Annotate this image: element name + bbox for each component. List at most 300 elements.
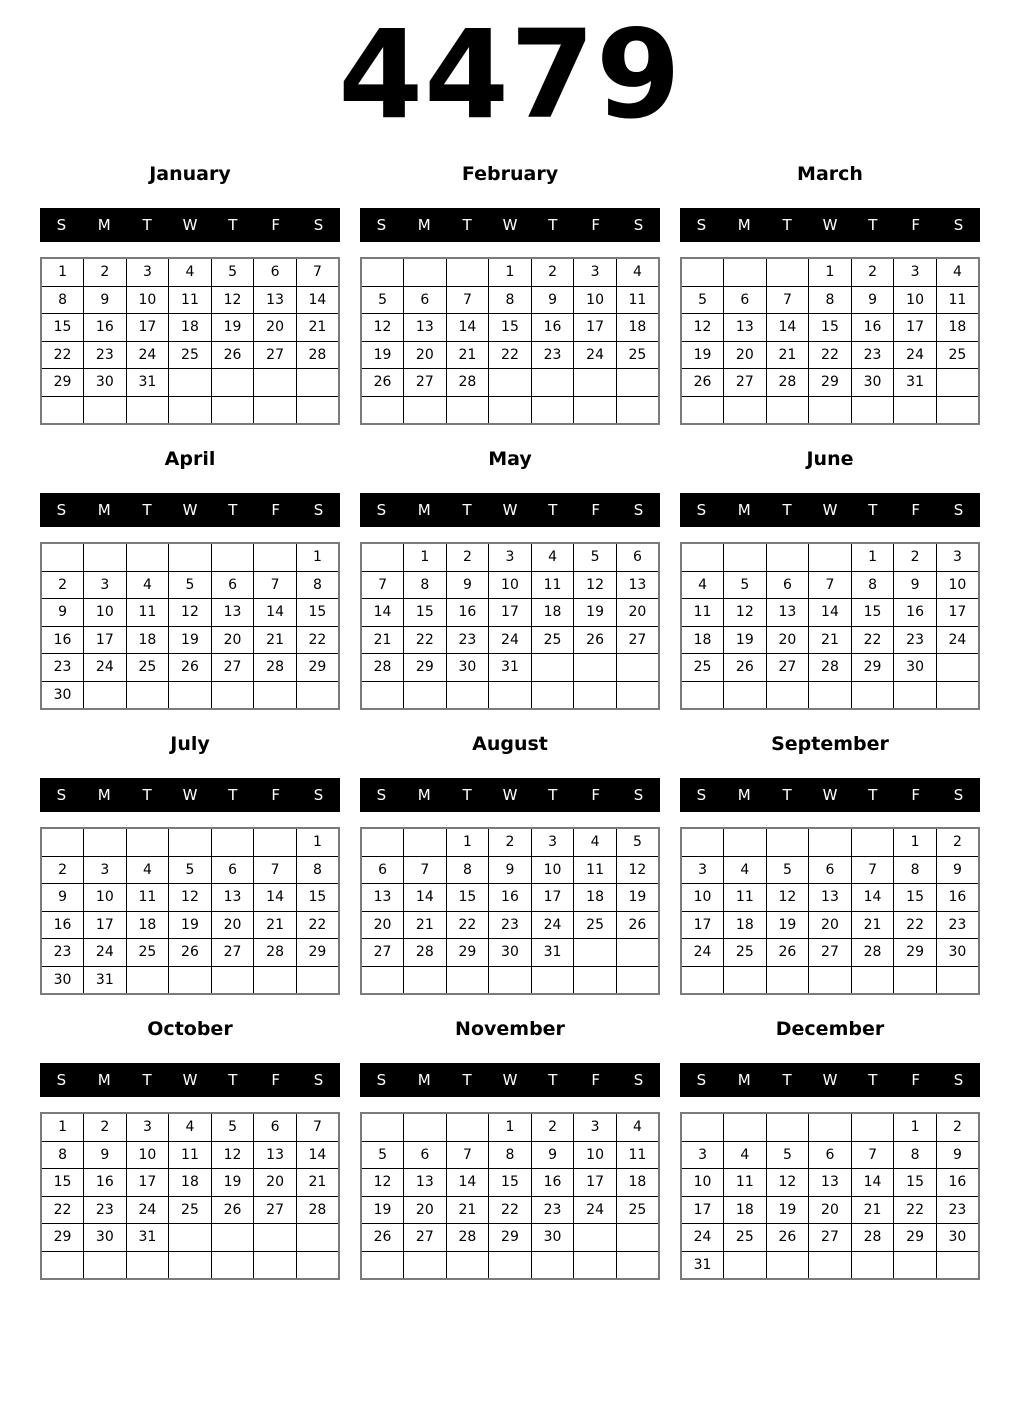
day-row bbox=[361, 681, 659, 709]
day-cell bbox=[84, 681, 127, 709]
month-name: November bbox=[455, 1018, 565, 1040]
weekday-header-cell: T bbox=[228, 1071, 238, 1089]
day-cell: 5 bbox=[361, 1141, 404, 1169]
day-cell: 20 bbox=[361, 911, 404, 939]
day-row bbox=[681, 314, 979, 342]
day-cell bbox=[169, 369, 212, 397]
day-cell: 19 bbox=[574, 599, 617, 627]
day-cell bbox=[489, 1251, 532, 1279]
weekday-header-cell: S bbox=[56, 1071, 67, 1089]
day-row bbox=[361, 654, 659, 682]
day-cell: 23 bbox=[84, 1196, 127, 1224]
day-cell: 1 bbox=[489, 1113, 532, 1141]
day-cell bbox=[616, 1251, 659, 1279]
day-row bbox=[41, 626, 339, 654]
day-cell: 3 bbox=[681, 856, 724, 884]
day-cell: 16 bbox=[851, 314, 894, 342]
day-cell: 30 bbox=[84, 369, 127, 397]
day-row bbox=[361, 314, 659, 342]
day-cell: 7 bbox=[446, 286, 489, 314]
day-cell: 2 bbox=[851, 258, 894, 286]
day-cell bbox=[169, 966, 212, 994]
day-cell: 1 bbox=[809, 258, 852, 286]
day-cell: 15 bbox=[894, 1169, 937, 1197]
day-cell: 23 bbox=[936, 911, 979, 939]
day-cell: 10 bbox=[84, 884, 127, 912]
day-cell bbox=[126, 396, 169, 424]
day-cell: 1 bbox=[894, 1113, 937, 1141]
day-cell bbox=[404, 828, 447, 856]
day-cell: 17 bbox=[84, 911, 127, 939]
day-cell: 22 bbox=[296, 626, 339, 654]
day-cell: 15 bbox=[296, 884, 339, 912]
day-row bbox=[361, 966, 659, 994]
weekday-header-row bbox=[680, 493, 980, 527]
weekday-header-row bbox=[360, 493, 660, 527]
day-cell: 20 bbox=[211, 911, 254, 939]
day-row bbox=[361, 939, 659, 967]
month-name: August bbox=[472, 733, 548, 755]
day-cell: 14 bbox=[809, 599, 852, 627]
day-cell bbox=[724, 828, 767, 856]
day-cell bbox=[41, 1251, 84, 1279]
day-cell: 9 bbox=[489, 856, 532, 884]
day-cell bbox=[254, 369, 297, 397]
day-cell: 12 bbox=[211, 286, 254, 314]
day-cell: 7 bbox=[809, 571, 852, 599]
day-cell: 1 bbox=[446, 828, 489, 856]
day-cell: 20 bbox=[211, 626, 254, 654]
day-cell: 18 bbox=[126, 911, 169, 939]
day-cell: 4 bbox=[724, 1141, 767, 1169]
day-row bbox=[361, 1224, 659, 1252]
day-cell bbox=[766, 396, 809, 424]
weekday-header-cell: F bbox=[271, 501, 281, 519]
day-cell: 1 bbox=[489, 258, 532, 286]
weekday-header-cell: T bbox=[228, 216, 238, 234]
weekday-header-cell: T bbox=[782, 1071, 792, 1089]
day-cell: 9 bbox=[894, 571, 937, 599]
day-cell: 24 bbox=[574, 1196, 617, 1224]
day-cell: 29 bbox=[809, 369, 852, 397]
day-cell: 22 bbox=[489, 1196, 532, 1224]
day-cell: 7 bbox=[851, 856, 894, 884]
day-cell: 23 bbox=[851, 341, 894, 369]
weekday-header-cell: F bbox=[911, 786, 921, 804]
weekday-header-cell: T bbox=[782, 786, 792, 804]
day-cell bbox=[211, 543, 254, 571]
day-cell bbox=[766, 543, 809, 571]
day-cell bbox=[531, 396, 574, 424]
weekday-header-cell: F bbox=[271, 1071, 281, 1089]
day-cell: 11 bbox=[724, 884, 767, 912]
day-cell: 29 bbox=[41, 1224, 84, 1252]
day-cell: 10 bbox=[531, 856, 574, 884]
weekday-header-cell: S bbox=[313, 216, 324, 234]
day-cell bbox=[254, 396, 297, 424]
day-cell bbox=[404, 258, 447, 286]
weekday-header-cell: F bbox=[911, 501, 921, 519]
day-row bbox=[361, 396, 659, 424]
day-row bbox=[681, 911, 979, 939]
day-grid bbox=[680, 827, 980, 995]
weekday-header-cell: S bbox=[376, 786, 387, 804]
day-row bbox=[41, 654, 339, 682]
day-cell: 27 bbox=[404, 369, 447, 397]
day-cell: 2 bbox=[84, 258, 127, 286]
month-block bbox=[360, 1018, 660, 1280]
day-cell bbox=[296, 369, 339, 397]
weekday-header-cell: S bbox=[376, 501, 387, 519]
weekday-header-cell: W bbox=[822, 1071, 838, 1089]
day-row bbox=[41, 396, 339, 424]
day-cell: 24 bbox=[489, 626, 532, 654]
day-cell bbox=[724, 1113, 767, 1141]
weekday-header-cell: M bbox=[417, 501, 431, 519]
day-cell: 28 bbox=[851, 939, 894, 967]
day-cell: 11 bbox=[169, 286, 212, 314]
day-cell: 8 bbox=[489, 1141, 532, 1169]
day-cell bbox=[446, 258, 489, 286]
day-cell: 17 bbox=[126, 314, 169, 342]
day-cell: 10 bbox=[126, 1141, 169, 1169]
weekday-header-cell: S bbox=[56, 216, 67, 234]
day-cell: 9 bbox=[936, 1141, 979, 1169]
day-cell: 17 bbox=[574, 314, 617, 342]
day-cell bbox=[84, 543, 127, 571]
day-cell bbox=[211, 966, 254, 994]
day-cell: 25 bbox=[616, 1196, 659, 1224]
weekday-header-cell: T bbox=[142, 1071, 152, 1089]
day-row bbox=[681, 856, 979, 884]
day-cell: 10 bbox=[574, 1141, 617, 1169]
day-cell: 23 bbox=[531, 341, 574, 369]
day-cell: 26 bbox=[211, 341, 254, 369]
day-cell bbox=[361, 1251, 404, 1279]
day-cell: 19 bbox=[211, 1169, 254, 1197]
day-cell: 21 bbox=[446, 1196, 489, 1224]
day-cell: 14 bbox=[254, 599, 297, 627]
day-row bbox=[681, 884, 979, 912]
day-cell: 9 bbox=[531, 286, 574, 314]
day-cell bbox=[254, 681, 297, 709]
day-cell: 22 bbox=[894, 911, 937, 939]
weekday-header-cell: F bbox=[911, 216, 921, 234]
day-cell: 29 bbox=[41, 369, 84, 397]
day-cell bbox=[489, 369, 532, 397]
day-cell bbox=[574, 1251, 617, 1279]
day-cell: 11 bbox=[616, 1141, 659, 1169]
day-cell: 3 bbox=[489, 543, 532, 571]
day-cell: 19 bbox=[169, 911, 212, 939]
weekday-header-cell: F bbox=[911, 1071, 921, 1089]
day-cell: 25 bbox=[936, 341, 979, 369]
day-cell: 29 bbox=[894, 939, 937, 967]
day-cell bbox=[84, 396, 127, 424]
weekday-header-cell: W bbox=[182, 216, 198, 234]
day-cell: 5 bbox=[766, 1141, 809, 1169]
day-cell: 7 bbox=[296, 1113, 339, 1141]
day-cell: 25 bbox=[681, 654, 724, 682]
weekday-header-cell: S bbox=[633, 501, 644, 519]
day-row bbox=[681, 654, 979, 682]
day-cell bbox=[851, 396, 894, 424]
day-cell: 3 bbox=[531, 828, 574, 856]
day-row bbox=[681, 571, 979, 599]
day-grid bbox=[40, 257, 340, 425]
weekday-header-row bbox=[360, 778, 660, 812]
weekday-header-cell: W bbox=[182, 786, 198, 804]
day-cell: 4 bbox=[724, 856, 767, 884]
day-cell bbox=[851, 828, 894, 856]
day-cell: 2 bbox=[894, 543, 937, 571]
day-cell bbox=[404, 1251, 447, 1279]
weekday-header-cell: M bbox=[737, 216, 751, 234]
weekday-header-row bbox=[360, 208, 660, 242]
day-cell bbox=[296, 966, 339, 994]
day-cell bbox=[574, 1224, 617, 1252]
day-cell bbox=[126, 1251, 169, 1279]
day-cell bbox=[446, 1251, 489, 1279]
day-cell: 22 bbox=[851, 626, 894, 654]
day-cell bbox=[616, 396, 659, 424]
weekday-header-cell: T bbox=[142, 501, 152, 519]
day-cell: 27 bbox=[724, 369, 767, 397]
day-cell: 10 bbox=[681, 1169, 724, 1197]
day-cell: 9 bbox=[41, 884, 84, 912]
day-cell: 18 bbox=[169, 314, 212, 342]
day-cell: 6 bbox=[616, 543, 659, 571]
day-cell: 19 bbox=[724, 626, 767, 654]
day-row bbox=[681, 396, 979, 424]
weekday-header-cell: M bbox=[737, 1071, 751, 1089]
day-cell: 6 bbox=[361, 856, 404, 884]
month-name: March bbox=[797, 163, 863, 185]
weekday-header-cell: M bbox=[97, 501, 111, 519]
day-cell bbox=[724, 258, 767, 286]
weekday-header-cell: T bbox=[868, 1071, 878, 1089]
month-name: April bbox=[164, 448, 216, 470]
day-cell bbox=[211, 681, 254, 709]
day-cell: 12 bbox=[766, 884, 809, 912]
day-cell bbox=[809, 1113, 852, 1141]
day-cell: 26 bbox=[211, 1196, 254, 1224]
day-cell: 26 bbox=[616, 911, 659, 939]
weekday-header-cell: S bbox=[696, 501, 707, 519]
day-cell: 4 bbox=[531, 543, 574, 571]
day-cell: 8 bbox=[489, 286, 532, 314]
day-cell bbox=[809, 1251, 852, 1279]
day-cell: 28 bbox=[851, 1224, 894, 1252]
day-cell: 6 bbox=[211, 856, 254, 884]
day-cell: 12 bbox=[574, 571, 617, 599]
day-cell: 13 bbox=[724, 314, 767, 342]
day-cell bbox=[724, 396, 767, 424]
day-row bbox=[41, 314, 339, 342]
day-cell bbox=[574, 369, 617, 397]
day-cell: 20 bbox=[724, 341, 767, 369]
day-cell: 6 bbox=[404, 1141, 447, 1169]
day-cell bbox=[296, 1251, 339, 1279]
day-cell: 28 bbox=[296, 341, 339, 369]
month-name: December bbox=[775, 1018, 885, 1040]
day-cell: 14 bbox=[296, 1141, 339, 1169]
weekday-header-cell: T bbox=[868, 216, 878, 234]
day-cell: 10 bbox=[84, 599, 127, 627]
day-cell: 8 bbox=[296, 856, 339, 884]
day-cell: 16 bbox=[41, 626, 84, 654]
day-cell bbox=[404, 396, 447, 424]
day-cell: 3 bbox=[84, 856, 127, 884]
day-cell: 22 bbox=[296, 911, 339, 939]
day-cell: 23 bbox=[489, 911, 532, 939]
day-cell: 16 bbox=[894, 599, 937, 627]
day-row bbox=[41, 681, 339, 709]
day-row bbox=[361, 911, 659, 939]
month-block bbox=[40, 733, 340, 995]
day-cell: 22 bbox=[489, 341, 532, 369]
day-cell: 11 bbox=[126, 599, 169, 627]
weekday-header-cell: S bbox=[633, 786, 644, 804]
day-cell bbox=[169, 1251, 212, 1279]
day-cell: 16 bbox=[446, 599, 489, 627]
day-cell: 21 bbox=[446, 341, 489, 369]
day-cell bbox=[361, 681, 404, 709]
day-cell: 4 bbox=[936, 258, 979, 286]
weekday-header-row bbox=[40, 493, 340, 527]
weekday-header-cell: T bbox=[782, 501, 792, 519]
day-cell: 10 bbox=[489, 571, 532, 599]
day-cell: 8 bbox=[41, 1141, 84, 1169]
day-row bbox=[361, 1196, 659, 1224]
day-cell bbox=[361, 258, 404, 286]
day-cell bbox=[616, 1224, 659, 1252]
weekday-header-cell: T bbox=[548, 1071, 558, 1089]
day-grid bbox=[680, 1112, 980, 1280]
day-row bbox=[41, 1113, 339, 1141]
day-cell: 9 bbox=[531, 1141, 574, 1169]
month-block bbox=[40, 1018, 340, 1280]
day-cell: 18 bbox=[531, 599, 574, 627]
day-grid bbox=[40, 827, 340, 995]
day-cell: 18 bbox=[574, 884, 617, 912]
weekday-header-cell: T bbox=[142, 216, 152, 234]
day-cell: 15 bbox=[41, 1169, 84, 1197]
weekday-header-cell: S bbox=[313, 501, 324, 519]
day-cell: 8 bbox=[894, 1141, 937, 1169]
day-row bbox=[41, 966, 339, 994]
day-cell: 31 bbox=[489, 654, 532, 682]
day-row bbox=[681, 828, 979, 856]
weekday-header-row bbox=[360, 1063, 660, 1097]
month-block bbox=[40, 163, 340, 425]
day-row bbox=[361, 258, 659, 286]
day-cell bbox=[681, 543, 724, 571]
day-cell: 17 bbox=[936, 599, 979, 627]
day-cell bbox=[936, 396, 979, 424]
weekday-header-cell: T bbox=[868, 501, 878, 519]
day-cell bbox=[169, 1224, 212, 1252]
weekday-header-cell: M bbox=[417, 1071, 431, 1089]
day-row bbox=[41, 341, 339, 369]
day-row bbox=[681, 599, 979, 627]
day-cell: 12 bbox=[616, 856, 659, 884]
day-cell: 30 bbox=[936, 1224, 979, 1252]
day-cell: 2 bbox=[84, 1113, 127, 1141]
day-cell bbox=[361, 828, 404, 856]
day-cell: 4 bbox=[681, 571, 724, 599]
day-cell: 5 bbox=[681, 286, 724, 314]
month-name: September bbox=[771, 733, 889, 755]
day-cell bbox=[616, 966, 659, 994]
day-cell: 13 bbox=[616, 571, 659, 599]
weekday-header-cell: F bbox=[591, 1071, 601, 1089]
day-cell: 1 bbox=[41, 1113, 84, 1141]
day-cell: 13 bbox=[361, 884, 404, 912]
day-cell: 5 bbox=[616, 828, 659, 856]
day-cell: 9 bbox=[446, 571, 489, 599]
day-cell: 24 bbox=[531, 911, 574, 939]
day-cell: 28 bbox=[404, 939, 447, 967]
month-name: May bbox=[488, 448, 532, 470]
day-cell: 24 bbox=[84, 654, 127, 682]
weekday-header-cell: T bbox=[462, 786, 472, 804]
day-cell bbox=[296, 681, 339, 709]
day-cell bbox=[446, 1113, 489, 1141]
day-row bbox=[681, 1224, 979, 1252]
day-cell: 21 bbox=[361, 626, 404, 654]
day-cell: 26 bbox=[361, 1224, 404, 1252]
day-cell: 31 bbox=[84, 966, 127, 994]
day-cell: 2 bbox=[936, 828, 979, 856]
day-row bbox=[681, 1141, 979, 1169]
day-cell: 11 bbox=[724, 1169, 767, 1197]
day-row bbox=[41, 369, 339, 397]
day-cell bbox=[809, 543, 852, 571]
day-cell: 14 bbox=[851, 884, 894, 912]
weekday-header-row bbox=[40, 208, 340, 242]
day-cell: 30 bbox=[41, 966, 84, 994]
day-cell: 24 bbox=[894, 341, 937, 369]
day-row bbox=[41, 286, 339, 314]
day-cell: 23 bbox=[41, 654, 84, 682]
day-row bbox=[41, 828, 339, 856]
day-cell bbox=[681, 258, 724, 286]
day-cell bbox=[574, 681, 617, 709]
day-row bbox=[361, 626, 659, 654]
day-cell: 23 bbox=[446, 626, 489, 654]
day-cell: 4 bbox=[616, 258, 659, 286]
day-cell: 14 bbox=[851, 1169, 894, 1197]
day-cell: 21 bbox=[809, 626, 852, 654]
day-cell bbox=[361, 966, 404, 994]
day-cell bbox=[936, 966, 979, 994]
day-cell: 1 bbox=[296, 543, 339, 571]
day-cell: 20 bbox=[254, 1169, 297, 1197]
day-row bbox=[681, 543, 979, 571]
day-cell: 8 bbox=[894, 856, 937, 884]
weekday-header-cell: W bbox=[182, 501, 198, 519]
day-cell bbox=[851, 966, 894, 994]
day-cell: 16 bbox=[84, 1169, 127, 1197]
weekday-header-cell: F bbox=[271, 786, 281, 804]
day-cell: 22 bbox=[894, 1196, 937, 1224]
day-cell: 4 bbox=[126, 571, 169, 599]
day-cell: 1 bbox=[894, 828, 937, 856]
day-cell: 28 bbox=[296, 1196, 339, 1224]
day-cell: 30 bbox=[489, 939, 532, 967]
day-cell: 21 bbox=[851, 1196, 894, 1224]
